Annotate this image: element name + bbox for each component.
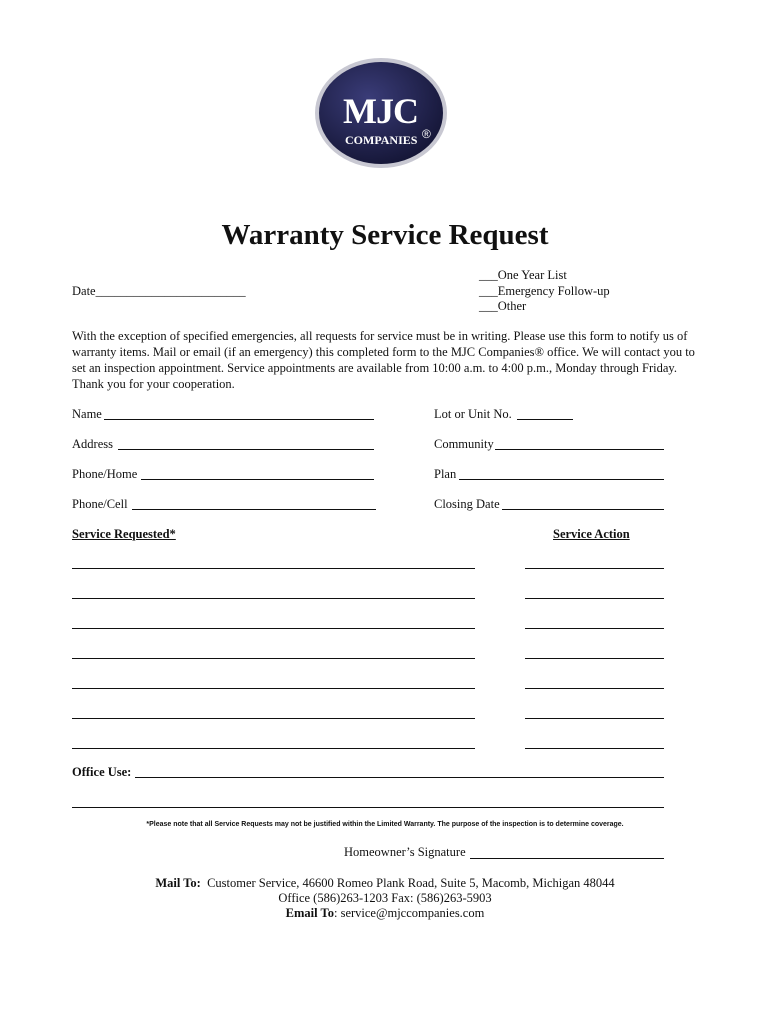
mail-address: Customer Service, 46600 Romeo Plank Road, Suite 5, Macomb, Michigan 48044: [207, 876, 615, 890]
office-phones: Office (586)263-1203 Fax: (586)263-5903: [278, 891, 492, 905]
option-emergency-follow-up[interactable]: ___Emergency Follow-up: [479, 283, 610, 298]
coverage-note: *Please note that all Service Requests may not be justified within the Limited Warranty. The purpose of the inspection is to determine coverage.: [146, 821, 624, 828]
company-logo: [314, 57, 448, 169]
name-label: Name: [72, 407, 102, 421]
service-requested-line[interactable]: [72, 598, 475, 599]
service-action-line[interactable]: [525, 628, 664, 629]
phone-cell-label: Phone/Cell: [72, 497, 128, 511]
page-title: Warranty Service Request: [221, 219, 549, 251]
intro-thanks: Thank you for your cooperation.: [72, 377, 235, 391]
option-other[interactable]: ___Other: [479, 299, 527, 313]
closing-date-field[interactable]: [502, 509, 664, 510]
lot-field[interactable]: [517, 419, 573, 420]
homeowner-signature-label: Homeowner’s Signature: [344, 845, 466, 859]
mailing-info: [0, 876, 770, 921]
email-label: Email To: [285, 906, 334, 920]
closing-date-label: Closing Date: [434, 497, 500, 511]
service-action-line[interactable]: [525, 658, 664, 659]
service-requested-line[interactable]: [72, 688, 475, 689]
service-requested-line[interactable]: [72, 658, 475, 659]
mail-to-line: [0, 876, 770, 891]
homeowner-signature-field[interactable]: [470, 858, 664, 859]
name-field[interactable]: [104, 419, 374, 420]
registered-mark: ®: [422, 127, 431, 141]
logo-text-companies: COMPANIES: [345, 133, 418, 147]
date-field[interactable]: Date________________________: [72, 284, 246, 298]
service-requested-heading: Service Requested*: [72, 527, 176, 541]
service-requested-line[interactable]: [72, 628, 475, 629]
service-action-line[interactable]: [525, 598, 664, 599]
phone-cell-field[interactable]: [132, 509, 376, 510]
plan-field[interactable]: [459, 479, 664, 480]
lot-label: Lot or Unit No.: [434, 407, 512, 421]
option-one-year-list[interactable]: ___One Year List: [479, 268, 567, 282]
office-use-label: Office Use:: [72, 765, 132, 779]
address-label: Address: [72, 437, 113, 451]
email-link[interactable]: service@mjccompanies.com: [340, 906, 485, 920]
service-action-heading: Service Action: [553, 527, 630, 541]
service-action-line[interactable]: [525, 718, 664, 719]
plan-label: Plan: [434, 467, 457, 481]
logo-text-mjc: MJC: [343, 91, 418, 131]
intro-text: [72, 328, 702, 392]
service-requested-line[interactable]: [72, 568, 475, 569]
service-action-line[interactable]: [525, 568, 664, 569]
intro-paragraph: With the exception of specified emergencies, all requests for service must be in writing. Please use this form to notify us of warranty items. Mail or email (if an emergency) this completed form to the MJC Companies® office. We will contact you to set an inspection appointment. Service appointments are available from 10:00 a.m. to 4:00 p.m., Monday through Friday.: [72, 329, 695, 375]
email-line: Email To: service@mjccompanies.com: [285, 906, 485, 920]
phone-home-field[interactable]: [141, 479, 374, 480]
request-type-options: [479, 268, 610, 315]
service-action-line[interactable]: [525, 748, 664, 749]
community-field[interactable]: [495, 449, 664, 450]
service-action-line[interactable]: [525, 688, 664, 689]
phone-home-label: Phone/Home: [72, 467, 138, 481]
address-field[interactable]: [118, 449, 374, 450]
service-requested-line[interactable]: [72, 748, 475, 749]
office-use-line-2[interactable]: [72, 807, 664, 808]
community-label: Community: [434, 437, 494, 451]
mail-to-label: Mail To:: [155, 876, 201, 890]
office-use-line-1[interactable]: [135, 777, 664, 778]
service-requested-line[interactable]: [72, 718, 475, 719]
